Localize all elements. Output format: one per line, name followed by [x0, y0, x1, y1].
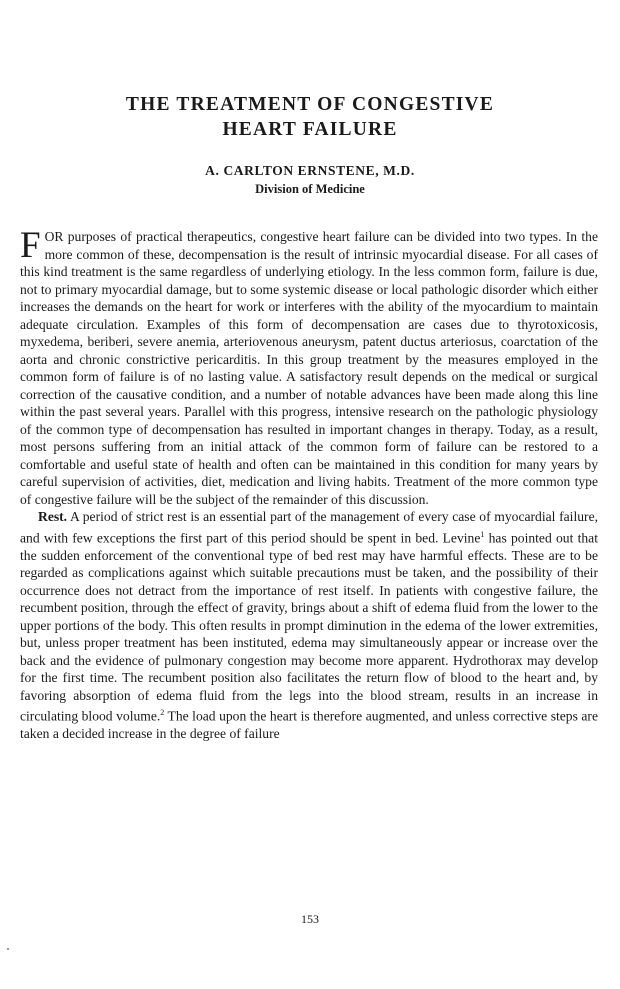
rest-text-part-b: has pointed out that the sudden enforcement of the conventional type of bed rest may have harmful effects. These are to be regarded as complications against which suitable precautions must be taken, and the possibility of their occurrence does not detract from the importance of rest itself. In patients with congestive failure, the recumbent position, through the effect of gravity, brings about a shift of edema fluid from the lower to the upper portions of the body. This often results in prompt diminution in the edema of the lower extremities, but, unless proper treatment has been instituted, edema may simultaneously appear or increase over the back and the evidence of pulmonary congestion may become more apparent. Hydrothorax may develop for the first time. The recumbent position also facilitates the return flow of blood to the heart and, by favoring absorption of edema fluid from the legs into the blood stream, results in an increase in circulating blood volume. — [20, 530, 598, 724]
article-body — [20, 225, 598, 743]
author-affiliation: Division of Medicine — [255, 182, 365, 196]
intro-first-word: OR — [44, 229, 64, 244]
article-title — [0, 92, 620, 142]
rest-text-part-c: The load upon the heart is therefore augmented, and unless corrective steps are taken a decided increase in the degree of failure — [20, 708, 598, 742]
section-heading-rest: Rest. — [38, 509, 68, 524]
scan-speck — [7, 948, 9, 950]
page-number: 153 — [301, 912, 319, 926]
reference-1: 1 — [480, 529, 485, 539]
title-line-1: THE TREATMENT OF CONGESTIVE — [125, 94, 495, 115]
rest-text-part-a: A period of strict rest is an essential part of the management of every case of myocardial failure, and with few exceptions the first part of this period should be spent in bed. Levine — [20, 509, 598, 546]
author-name: A. CARLTON ERNSTENE, M.D. — [205, 163, 415, 178]
paragraph-rest — [20, 508, 598, 743]
title-line-2: HEART FAILURE — [222, 119, 398, 140]
paragraph-intro — [20, 225, 598, 508]
drop-cap: F — [20, 225, 41, 266]
reference-2: 2 — [160, 708, 165, 718]
intro-text: purposes of practical therapeutics, congestive heart failure can be divided into two types. In the more common of these, decompensation is the result of intrinsic myocardial disease. For all cases of this kind treatment is the same regardless of underlying etiology. In the less common form, failure is due, not to primary myocardial damage, but to some systemic disease or local pathologic disorder which either increases the demands on the heart for work or interferes with the ability of the myocardium to maintain adequate circulation. Examples of this form of decompensation are cases due to thyrotoxicosis, myxedema, beriberi, severe anemia, arteriovenous aneurysm, patent ductus arteriosus, coarctation of the aorta and chronic constrictive pericarditis. In this group treatment by the measures employed in the common form of failure is of no lasting value. A satisfactory result depends on the medical or surgical correction of the causative condition, and a number of notable advances have been made along this line within the past several years. Parallel with this progress, intensive research on the pathologic physiology of the common type of decompensation has resulted in important changes in therapy. Today, as a result, most persons suffering from an initial attack of the common form of failure can be restored to a comfortable and useful state of health and often can be maintained in this condition for many years by careful supervision of activities, diet, medication and living habits. Treatment of the more common type of congestive failure will be the subject of the remainder of this discussion. — [20, 229, 598, 507]
